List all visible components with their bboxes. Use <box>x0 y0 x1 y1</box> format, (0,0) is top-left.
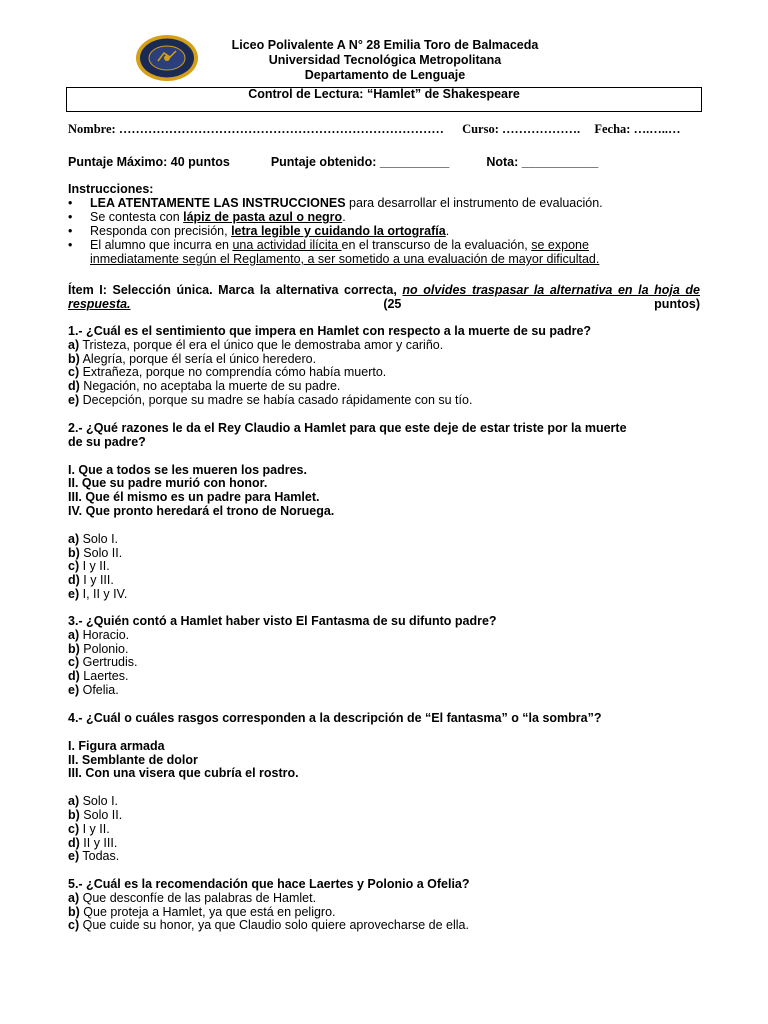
max-score: Puntaje Máximo: 40 puntos <box>68 155 230 169</box>
question-3 <box>68 615 708 698</box>
question-1 <box>68 325 708 408</box>
option-b[interactable]: b) Polonio. <box>68 641 129 656</box>
option-b[interactable]: b) Solo II. <box>68 807 123 822</box>
student-info-line <box>68 122 680 136</box>
option-c[interactable]: c) I y II. <box>68 821 110 836</box>
obtained-label: Puntaje obtenido: <box>270 155 377 169</box>
option-c[interactable]: c) I y II. <box>68 559 110 574</box>
school-name: Liceo Polivalente A N° 28 Emilia Toro de Balmaceda <box>231 38 539 52</box>
department-name: Departamento de Lenguaje <box>304 68 466 82</box>
university-name: Universidad Tecnológica Metropolitana <box>268 53 502 67</box>
curso-field[interactable]: ………………. <box>502 122 581 136</box>
option-d[interactable]: d) I y III. <box>68 573 114 588</box>
scores-line <box>68 155 598 169</box>
option-a[interactable]: a) Solo I. <box>68 794 119 809</box>
instructions-list <box>68 196 708 266</box>
option-a[interactable]: a) Solo I. <box>68 531 119 546</box>
nombre-field[interactable]: …………………………………………………………………… <box>118 122 444 136</box>
obtained-field[interactable]: __________ <box>379 155 450 169</box>
question-2 <box>68 422 708 602</box>
question-4 <box>68 712 708 864</box>
option-d[interactable]: d) II y III. <box>68 835 118 850</box>
option-b[interactable]: b) Que proteja a Hamlet, ya que está en peligro. <box>68 904 336 919</box>
statement: III. Que él mismo es un padre para Hamlet. <box>68 490 320 505</box>
option-a[interactable]: a) Tristeza, porque él era el único que le demostraba amor y cariño. <box>68 337 444 352</box>
instructions-heading: Instrucciones: <box>68 182 154 196</box>
instruction-item: • El alumno que incurra en una actividad ilícita en el transcurso de la evaluación, se expone inmediatamente según el Reglamento, a ser sometido a una evaluación de mayor dificultad. <box>68 238 708 266</box>
statement: II. Que su padre murió con honor. <box>68 476 268 491</box>
item-1-italic: no olvides traspasar la alternativa en la hoja de respuesta. <box>68 283 700 311</box>
option-b[interactable]: b) Solo II. <box>68 545 123 560</box>
instruction-item: • LEA ATENTAMENTE LAS INSTRUCCIONES para desarrollar el instrumento de evaluación. <box>68 196 708 210</box>
fecha-label: Fecha: <box>594 122 631 136</box>
option-c[interactable]: c) Que cuide su honor, ya que Claudio solo quiere aprovecharse de ella. <box>68 918 469 933</box>
statement: I. Figura armada <box>68 738 165 753</box>
option-e[interactable]: e) Todas. <box>68 849 120 864</box>
option-c[interactable]: c) Extrañeza, porque no comprendía cómo había muerto. <box>68 365 387 380</box>
option-a[interactable]: a) Horacio. <box>68 627 130 642</box>
statement: II. Semblante de dolor <box>68 752 198 767</box>
option-a[interactable]: a) Que desconfíe de las palabras de Hamlet. <box>68 890 317 905</box>
statement: IV. Que pronto heredará el trono de Noruega. <box>68 503 335 518</box>
fecha-field[interactable]: ….…..… <box>633 122 681 136</box>
question-text: 5.- ¿Cuál es la recomendación que hace Laertes y Polonio a Ofelia? <box>68 877 470 891</box>
question-text: 4.- ¿Cuál o cuáles rasgos corresponden a la descripción de “El fantasma” o “la sombra”? <box>68 711 602 725</box>
statement: I. Que a todos se les mueren los padres. <box>68 462 307 477</box>
question-text-cont: de su padre? <box>68 434 146 449</box>
option-d[interactable]: d) Laertes. <box>68 669 129 684</box>
question-text: 2.- ¿Qué razones le da el Rey Claudio a Hamlet para que este deje de estar triste por la muerte <box>68 421 627 435</box>
nota-field[interactable]: ___________ <box>521 155 599 169</box>
question-text: 1.- ¿Cuál es el sentimiento que impera en Hamlet con respecto a la muerte de su padre? <box>68 324 592 338</box>
option-e[interactable]: e) I, II y IV. <box>68 586 128 601</box>
instruction-item: • Responda con precisión, letra legible y cuidando la ortografía. <box>68 224 708 238</box>
exam-title: Control de Lectura: “Hamlet” de Shakespeare <box>66 87 702 112</box>
option-c[interactable]: c) Gertrudis. <box>68 655 138 670</box>
item-1-heading: Ítem I: Selección única. Marca la alternativa correcta, no olvides traspasar la alternativa en la hoja de respuesta. (25 puntos) <box>68 283 700 311</box>
nota-label: Nota: <box>486 155 519 169</box>
question-text: 3.- ¿Quién contó a Hamlet haber visto El Fantasma de su difunto padre? <box>68 614 497 628</box>
option-b[interactable]: b) Alegría, porque él sería el único heredero. <box>68 351 317 366</box>
option-d[interactable]: d) Negación, no aceptaba la muerte de su padre. <box>68 379 341 394</box>
instruction-item: • Se contesta con lápiz de pasta azul o negro. <box>68 210 708 224</box>
nombre-label: Nombre: <box>68 122 116 136</box>
curso-label: Curso: <box>462 122 499 136</box>
statement: III. Con una visera que cubría el rostro. <box>68 766 299 781</box>
question-5 <box>68 878 708 933</box>
option-e[interactable]: e) Decepción, porque su madre se había casado rápidamente con su tío. <box>68 392 473 407</box>
school-header <box>200 38 570 83</box>
option-e[interactable]: e) Ofelia. <box>68 682 119 697</box>
school-crest-icon <box>134 33 200 83</box>
